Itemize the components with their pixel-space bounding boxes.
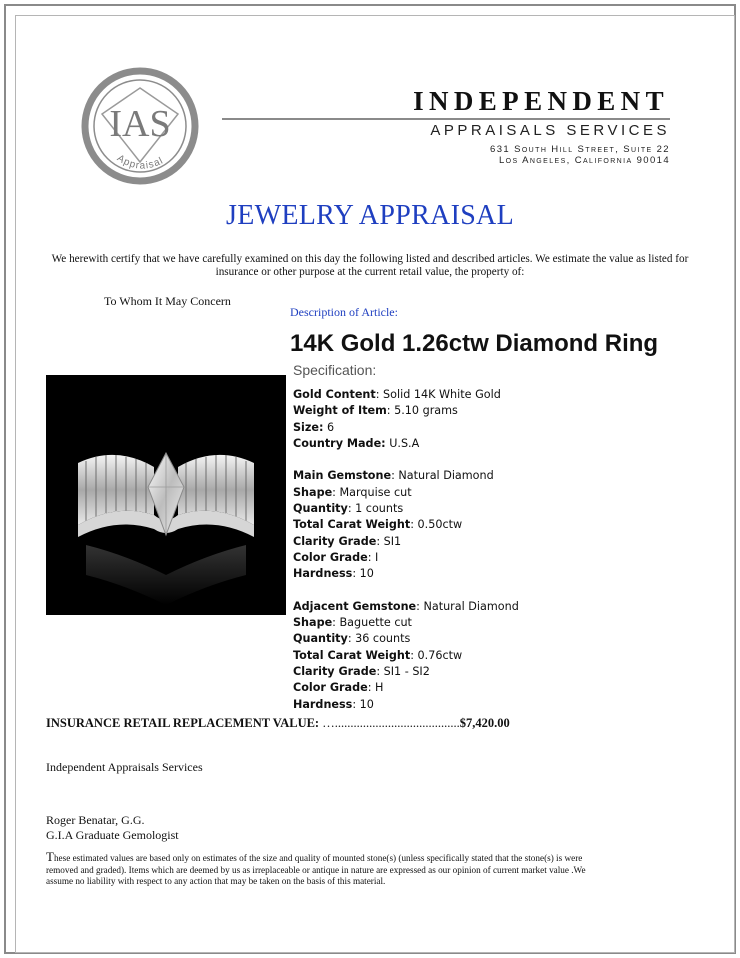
company-address-line2: Los Angeles, California 90014	[499, 155, 670, 166]
ring-photo	[46, 375, 286, 615]
spec-adjacent-clarity: Clarity Grade: SI1 - SI2	[293, 665, 430, 679]
certification-text: We herewith certify that we have carefully examined on this day the following listed and described articles. We estimate the value as listed for insurance or other purpose at the current retail value, the property of:	[51, 253, 689, 278]
specification-label: Specification:	[293, 362, 377, 378]
disclaimer	[46, 851, 606, 888]
spec-adjacent-carat: Total Carat Weight: 0.76ctw	[293, 648, 463, 662]
header-rule	[222, 118, 670, 120]
spec-main-hardness: Hardness: 10	[293, 567, 374, 581]
insurance-label: INSURANCE RETAIL REPLACEMENT VALUE:	[46, 716, 320, 730]
spec-main-shape: Shape: Marquise cut	[293, 485, 412, 499]
signer-title: G.I.A Graduate Gemologist	[46, 828, 179, 842]
company-address-line1: 631 South Hill Street, Suite 22	[490, 144, 670, 155]
spec-adjacent-gemstone: Adjacent Gemstone: Natural Diamond	[293, 599, 519, 613]
page-title: JEWELRY APPRAISAL	[226, 200, 514, 231]
insurance-leader-dots: …........................................	[322, 716, 460, 730]
company-subtitle: APPRAISALS SERVICES	[430, 122, 670, 139]
company-name: INDEPENDENT	[413, 86, 669, 116]
ias-logo-icon	[80, 66, 200, 186]
spec-country: Country Made: U.S.A	[293, 436, 420, 450]
spec-adjacent-hardness: Hardness: 10	[293, 697, 374, 711]
signature-company: Independent Appraisals Services	[46, 760, 203, 774]
spec-adjacent-shape: Shape: Baguette cut	[293, 616, 412, 630]
spec-main-gemstone: Main Gemstone: Natural Diamond	[293, 469, 494, 483]
disclaimer-text: hese estimated values are based only on estimates of the size and quality of mounted stone(s) (unless specifically stated that the stone(s) is were removed and graded). Items which are deemed by us as irreplaceable or antique in nature are expressed as our opinion of current market value .We assume no liability with respect to any action that may be taken on the basis of this material.	[46, 853, 586, 887]
specification-list	[293, 387, 593, 713]
spec-main-clarity: Clarity Grade: SI1	[293, 534, 402, 548]
description-label: Description of Article:	[290, 305, 398, 319]
spec-gold-content: Gold Content: Solid 14K White Gold	[293, 388, 501, 401]
spec-adjacent-quantity: Quantity: 36 counts	[293, 632, 411, 646]
spec-adjacent-color: Color Grade: H	[293, 681, 384, 695]
recipient: To Whom It May Concern	[104, 294, 231, 308]
signer-name: Roger Benatar, G.G.	[46, 813, 145, 827]
insurance-value: $7,420.00	[459, 716, 510, 730]
spec-size: Size: 6	[293, 420, 335, 434]
spec-main-carat: Total Carat Weight: 0.50ctw	[293, 518, 463, 532]
company-header	[395, 86, 669, 116]
spec-main-quantity: Quantity: 1 counts	[293, 502, 404, 516]
insurance-value-line	[46, 716, 510, 731]
spec-weight: Weight of Item: 5.10 grams	[293, 404, 458, 418]
item-title: 14K Gold 1.26ctw Diamond Ring	[290, 330, 659, 357]
logo-word: Appraisal	[114, 152, 166, 172]
spec-main-color: Color Grade: I	[293, 550, 379, 564]
disclaimer-initial: T	[46, 849, 54, 864]
logo-initials: IAS	[109, 103, 171, 145]
